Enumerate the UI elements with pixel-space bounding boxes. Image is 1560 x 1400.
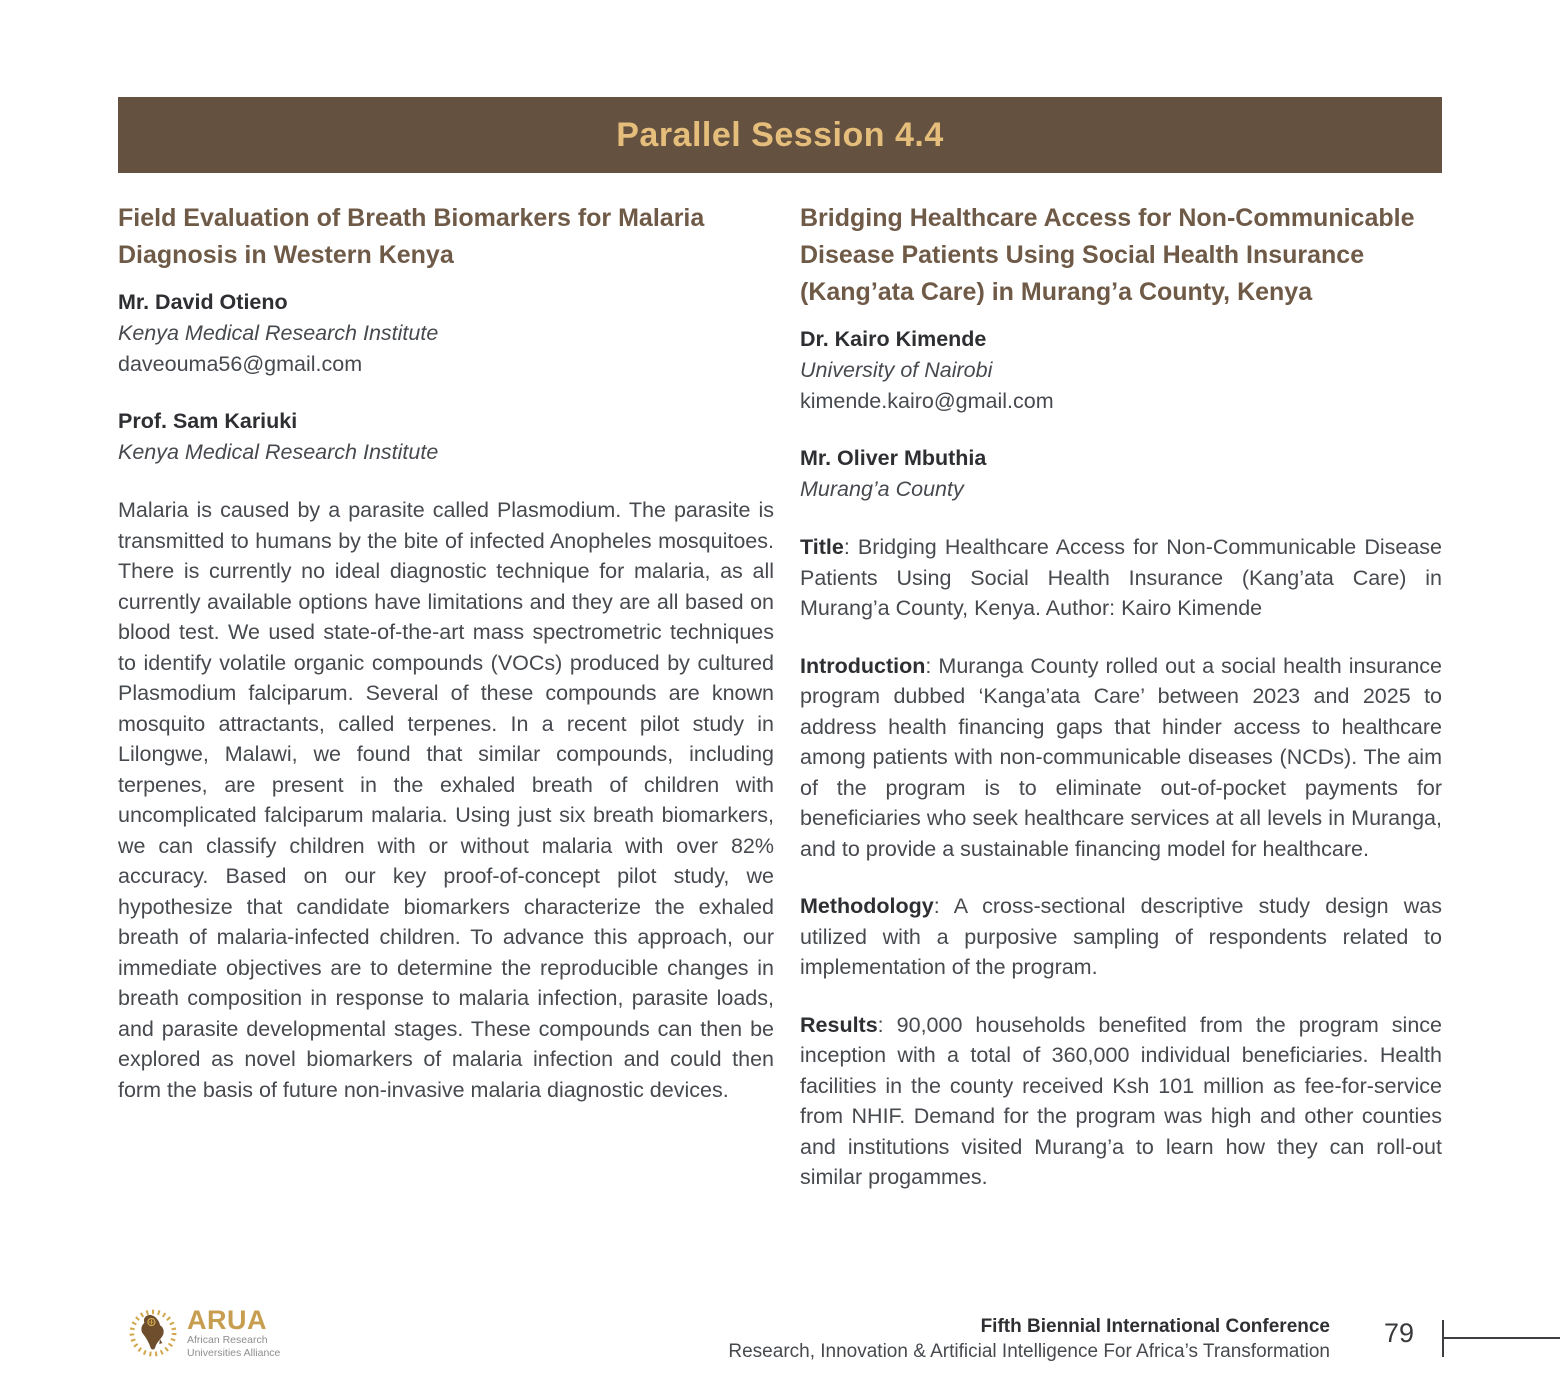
section-label: Methodology xyxy=(800,894,934,918)
author-block xyxy=(118,287,774,380)
author-affiliation: Kenya Medical Research Institute xyxy=(118,440,439,464)
page-number: 79 xyxy=(1384,1318,1415,1348)
author-block xyxy=(800,324,1442,417)
section-methodology xyxy=(800,891,1442,983)
session-banner xyxy=(118,97,1442,173)
author-name: Dr. Kairo Kimende xyxy=(800,327,987,351)
author-name: Mr. Oliver Mbuthia xyxy=(800,446,987,470)
session-title: Parallel Session 4.4 xyxy=(616,115,944,154)
section-separator: : xyxy=(925,653,939,678)
section-text: 90,000 households benefited from the program since inception with a total of 360,000 individual beneficiaries. Health facilities in the county received Ksh 101 million as fee-for-service from NHIF. Demand for the program was high and other counties and institutions visited Murang’a to learn how they can roll-out similar progammes. xyxy=(800,1012,1442,1189)
section-results xyxy=(800,1010,1442,1193)
section-separator: : xyxy=(843,535,858,559)
abstract-right xyxy=(800,200,1442,1193)
arua-brand: ARUA xyxy=(187,1305,267,1335)
author-affiliation: Murang’a County xyxy=(800,477,964,501)
section-separator: : xyxy=(877,1012,897,1037)
author-affiliation: University of Nairobi xyxy=(800,358,993,382)
arua-tagline-1: African Research xyxy=(187,1334,268,1346)
section-text: Bridging Healthcare Access for Non-Communicable Disease Patients Using Social Health Insurance (Kang’ata Care) in Murang’a County, Kenya. Author: Kairo Kimende xyxy=(800,535,1443,620)
conference-theme: Research, Innovation & Artificial Intelligence For Africa’s Transformation xyxy=(728,1341,1330,1362)
author-name: Prof. Sam Kariuki xyxy=(118,409,298,433)
abstract-right-title: Bridging Healthcare Access for Non-Communicable Disease Patients Using Social Health Insurance (Kang’ata Care) in Murang’a County, Kenya xyxy=(800,204,1415,306)
section-separator: : xyxy=(933,894,954,918)
footer-rule-horizontal xyxy=(1442,1337,1560,1339)
author-block xyxy=(800,443,1442,505)
author-email: kimende.kairo@gmail.com xyxy=(800,389,1054,413)
section-label: Title xyxy=(800,535,844,559)
author-name: Mr. David Otieno xyxy=(118,290,288,314)
section-text: A cross-sectional descriptive study design was utilized with a purposive sampling of respondents related to implementation of the program. xyxy=(800,894,1442,979)
arua-logo xyxy=(128,1306,280,1360)
author-block xyxy=(118,406,774,468)
section-introduction xyxy=(800,651,1442,865)
section-label: Introduction xyxy=(800,653,926,678)
arua-logo-text xyxy=(187,1306,280,1360)
author-email: daveouma56@gmail.com xyxy=(118,352,363,376)
section-label: Results xyxy=(800,1012,878,1037)
abstract-left-title: Field Evaluation of Breath Biomarkers for Malaria Diagnosis in Western Kenya xyxy=(118,204,705,269)
abstract-left xyxy=(118,200,774,1105)
abstract-body: Malaria is caused by a parasite called Plasmodium. The parasite is transmitted to humans by the bite of infected Anopheles mosquitoes. There is currently no ideal diagnostic technique for malaria, as all currently available options have limitations and they are all based on blood test. We used state-of-the-art mass spectrometric techniques to identify volatile organic compounds (VOCs) produced by cultured Plasmodium falciparum. Several of these compounds are known mosquito attractants, called terpenes. In a recent pilot study in Lilongwe, Malawi, we found that similar compounds, including terpenes, are present in the exhaled breath of children with uncomplicated falciparum malaria. Using just six breath biomarkers, we can classify children with or without malaria with over 82% accuracy. Based on our key proof-of-concept pilot study, we hypothesize that candidate biomarkers characterize the exhaled breath of malaria-infected children. To advance this approach, our immediate objectives are to determine the reproducible changes in breath composition in response to malaria infection, parasite loads, and parasite developmental stages. These compounds can then be explored as novel biomarkers of malaria infection and could then form the basis of future non-invasive malaria diagnostic devices. xyxy=(118,498,774,1102)
conference-name: Fifth Biennial International Conference xyxy=(980,1316,1330,1337)
arua-tagline-2: Universities Alliance xyxy=(187,1347,281,1359)
section-title xyxy=(800,532,1442,624)
author-affiliation: Kenya Medical Research Institute xyxy=(118,321,439,345)
africa-sunburst-icon xyxy=(128,1308,178,1358)
section-text: Muranga County rolled out a social health insurance program dubbed ‘Kanga’ata Care’ between 2023 and 2025 to address health financing gaps that hinder access to healthcare among patients with non-communicable diseases (NCDs). The aim of the program is to eliminate out-of-pocket payments for beneficiaries who seek healthcare services at all levels in Muranga, and to provide a sustainable financing model for healthcare. xyxy=(800,653,1442,861)
footer-conference-text xyxy=(728,1314,1330,1364)
